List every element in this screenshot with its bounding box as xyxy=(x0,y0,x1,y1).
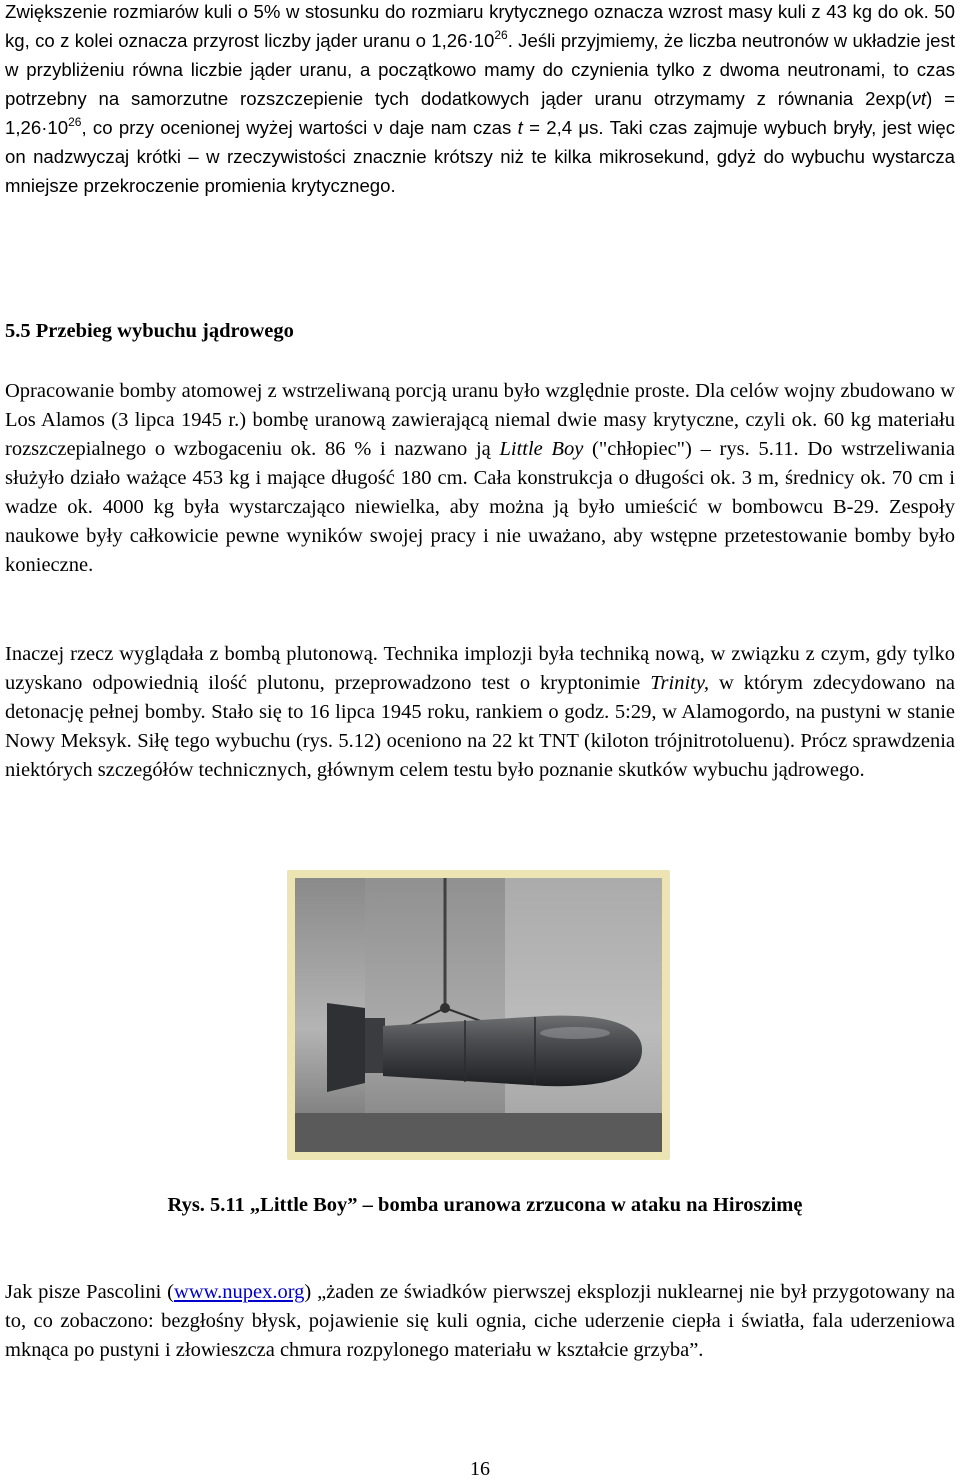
wall-panel xyxy=(505,878,662,1152)
figure-caption: Rys. 5.11 „Little Boy” – bomba uranowa zrzucona w ataku na Hiroszimę xyxy=(167,1194,803,1216)
bomb-tail-fins xyxy=(327,1003,365,1092)
nupex-link[interactable]: www.nupex.org xyxy=(174,1281,305,1303)
little-boy-bomb-image xyxy=(295,878,662,1152)
page-number: 16 xyxy=(470,1458,490,1480)
section-heading: 5.5 Przebieg wybuchu jądrowego xyxy=(5,320,294,342)
paragraph-pascolini: Jak pisze Pascolini (www.nupex.org) „żaden ze świadków pierwszej eksplozji nuklearnej nie był przygotowany na to, co zobaczono: bezgłośny błysk, pojawienie się kuli ognia, ciche uderzenie ciepła i światła, fala uderzeniowa mknąca po pustyni i złowieszcza chmura rozpylonego materiału w kształcie grzyba”. xyxy=(5,1281,955,1361)
bomb-tail-section xyxy=(365,1018,385,1073)
paragraph-trinity: Inaczej rzecz wyglądała z bombą plutonową. Technika implozji była techniką nową, w związku z czym, gdy tylko uzyskano odpowiednią ilość plutonu, przeprowadzono test o kryptonimie Trinity, w którym zdecydowano na detonację pełnej bomby. Stało się to 16 lipca 1945 roku, rankiem o godz. 5:29, w Alamogordo, na pustyni w stanie Nowy Meksyk. Siłę tego wybuchu (rys. 5.12) oceniono na 22 kt TNT (kiloton trójnitrotoluenu). Prócz sprawdzenia niektórych szczegółów technicznych, głównym celem testu było poznanie skutków wybuchu jądrowego. xyxy=(5,643,955,781)
hangar-floor xyxy=(295,1113,662,1152)
paragraph-critical-mass: Zwiększenie rozmiarów kuli o 5% w stosunku do rozmiaru krytycznego oznacza wzrost masy kuli z 43 kg do ok. 50 kg, co z kolei oznacza przyrost liczby jąder uranu o $1,26\cdot 10^{26}$. Jeśli przyjmiemy, że liczba neutronów w układzie jest w przybliżeniu równa liczbie jąder uranu, a początkowo mamy do czynienia tylko z dwoma neutronami, to czas potrzebny na samorzutne rozszczepienie tych dodatkowych jąder uranu otrzymamy z równania $2\exp(\nu t) = 1,26\cdot 10^{26}$, co przy ocenionej wyżej wartości ν daje nam czas t = 2,4 μs. Taki czas zajmuje wybuch bryły, jest więc on nadzwyczaj krótki – w rzeczywistości znacznie krótszy niż te kilka mikrosekund, gdyż do wybuchu wystarcza mniejsze przekroczenie promienia krytycznego. xyxy=(5,1,956,196)
bomb-highlight xyxy=(540,1027,610,1039)
paragraph-little-boy: Opracowanie bomby atomowej z wstrzeliwaną porcją uranu było względnie proste. Dla celów wojny zbudowano w Los Alamos (3 lipca 1945 r.) bombę uranową zawierającą niemal dwie masy krytyczne, czyli ok. 60 kg materiału rozszczepialnego o wzbogaceniu ok. 86 % i nazwano ją Little Boy ("chłopiec") – rys. 5.11. Do wstrzeliwania służyło działo ważące 453 kg i mające długość 180 cm. Cała konstrukcja o długości ok. 3 m, średnicy ok. 70 cm i wadze ok. 4000 kg była wystarczająco niewielka, aby można ją było umieścić w bombowcu B-29. Zespoły naukowe były całkowicie pewne wyników swojej pracy i nie uważano, aby wstępne przetestowanie bomby było konieczne. xyxy=(5,380,955,576)
little-boy-photo xyxy=(287,870,670,1160)
bomb-body xyxy=(383,1016,642,1087)
wall-panel xyxy=(365,878,505,1152)
